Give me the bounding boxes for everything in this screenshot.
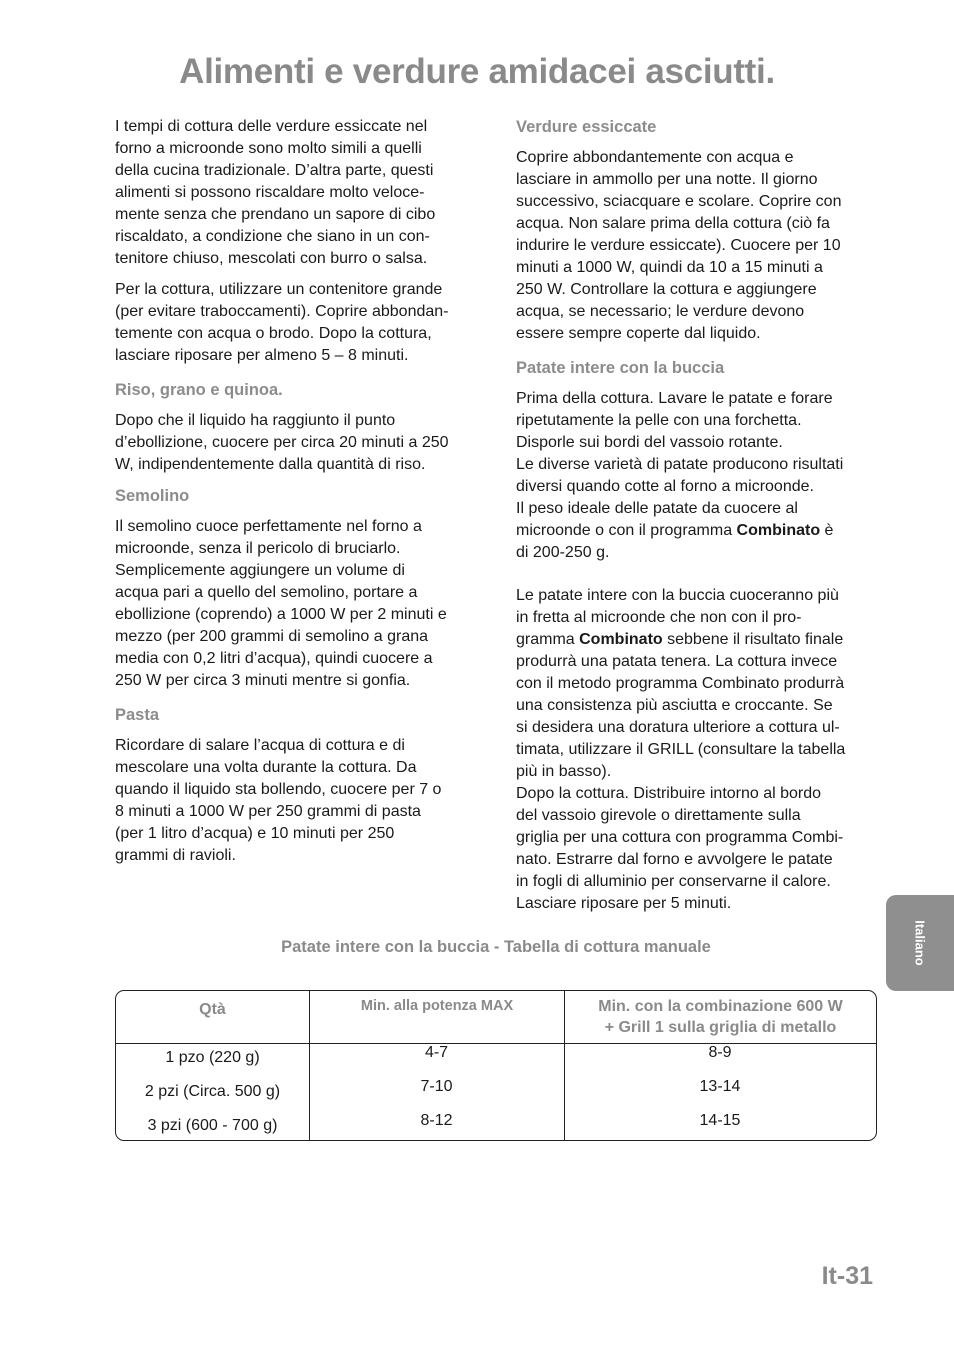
patate-paragraph-2: [516, 585, 881, 915]
cell-quantity: 1 pzo (220 g): [165, 1049, 260, 1066]
header-combination: Min. con la combinazione 600 W + Grill 1 sulla griglia di metallo: [564, 991, 876, 1043]
riso-text: Dopo che il liquido ha raggiunto il punto d’ebollizione, cuocere per circa 20 minuti a 250 W, indipendentemente dalla quantità di riso.: [115, 412, 449, 473]
combinato-bold-2: Combinato: [579, 631, 663, 648]
patate-text-2: è di 200-250 g.: [516, 522, 834, 561]
riso-heading: Riso, grano e quinoa.: [115, 381, 283, 399]
table-header: [116, 991, 876, 1044]
intro-paragraph-1: I tempi di cottura delle verdure essiccate nel forno a microonde sono molto simili a quelli della cucina tradizionale. D’altra parte, questi alimenti si possono riscaldare molto veloce- mente senza che prendano un sapore di cibo riscaldato, a condizione che siano in un con- tenitore chiuso, mescolati con burro o salsa.: [115, 118, 436, 267]
cell-quantity: 2 pzi (Circa. 500 g): [144, 1083, 281, 1100]
pasta-text: Ricordare di salare l’acqua di cottura e di mescolare una volta durante la cottura. Da quando il liquido sta bollendo, cuocere per 7 o 8 minuti a 1000 W per 250 grammi di pasta (per 1 litro d’acqua) e 10 minuti per 250 grammi di ravioli.: [115, 737, 442, 864]
cell-combination: 14-15: [699, 1112, 741, 1129]
patate-text-3: Le patate intere con la buccia cuoceranno più in fretta al microonde che non con il pro- gramma: [516, 587, 839, 648]
cell-max-power: 4-7: [424, 1044, 449, 1061]
patate-heading: Patate intere con la buccia: [516, 359, 725, 377]
left-column: [115, 116, 485, 867]
language-tab-label: Italiano: [912, 920, 928, 966]
cell-combination: 8-9: [708, 1044, 732, 1061]
patate-text-4: sebbene il risultato finale produrrà una patata tenera. La cottura invece con il metodo programma Combinato produrrà una consistenza più asciutta e croccante. Se si desidera una doratura ulteriore a cottura ul- timata, utilizzare il GRILL (consultare la tabella più in basso). Dopo la cottura. Distribuire intorno al bordo del vassoio girevole o direttamente sulla griglia per una cottura con programma Combi- nato. Estrarre dal forno e avvolgere le patate in fogli di alluminio per conservarne il calore. Lasciare riposare per 5 minuti.: [516, 631, 846, 912]
verdure-text: Coprire abbondantemente con acqua e lasciare in ammollo per una notte. Il giorno successivo, sciacquare e scolare. Coprire con acqua. Non salare prima della cottura (ciò fa indurire le verdure essiccate). Cuocere per 10 minuti a 1000 W, quindi da 10 a 15 minuti a 250 W. Controllare la cottura e aggiungere acqua, se necessario; le verdure devono essere sempre coperte dal liquido.: [516, 149, 842, 342]
right-column: [516, 116, 881, 915]
semolino-text: Il semolino cuoce perfettamente nel forno a microonde, senza il pericolo di bruciarlo. Semplicemente aggiungere un volume di acqua pari a quello del semolino, portare a ebollizione (coprendo) a 1000 W per 2 minuti e mezzo (per 200 grammi di semolino a grana media con 0,2 litri d’acqua), quindi cuocere a 250 W per circa 3 minuti mentre si gonfia.: [115, 518, 447, 689]
language-tab: [886, 895, 954, 991]
header-quantity: Qtà: [199, 1001, 226, 1018]
cell-quantity: 3 pzi (600 - 700 g): [147, 1117, 278, 1134]
table-row: [116, 1077, 876, 1111]
intro-paragraph-2: Per la cottura, utilizzare un contenitore grande (per evitare traboccamenti). Coprire abbondan- temente con acqua o brodo. Dopo la cottura, lasciare riposare per almeno 5 – 8 minuti.: [115, 281, 449, 364]
page-title: Alimenti e verdure amidacei asciutti.: [179, 52, 775, 91]
cell-max-power: 7-10: [420, 1078, 453, 1095]
semolino-heading: Semolino: [115, 487, 190, 505]
table-caption: Patate intere con la buccia - Tabella di cottura manuale: [281, 938, 711, 956]
table-row: [116, 1111, 876, 1141]
table-row: [116, 1043, 876, 1077]
pasta-heading: Pasta: [115, 706, 160, 724]
header-max-power: Min. alla potenza MAX: [309, 991, 564, 1043]
page-number: It-31: [821, 1262, 873, 1290]
cell-max-power: 8-12: [420, 1112, 453, 1129]
cooking-table: [115, 990, 877, 1141]
cell-combination: 13-14: [699, 1078, 741, 1095]
patate-paragraph-1: [516, 388, 881, 564]
verdure-heading: Verdure essiccate: [516, 118, 657, 136]
combinato-bold-1: Combinato: [736, 522, 821, 539]
patate-text-1: Prima della cottura. Lavare le patate e forare ripetutamente la pelle con una forchetta. Disporle sui bordi del vassoio rotante. Le diverse varietà di patate producono risultati diversi quando cotte al forno a microonde. Il peso ideale delle patate da cuocere al microonde o con il programma: [516, 390, 844, 539]
